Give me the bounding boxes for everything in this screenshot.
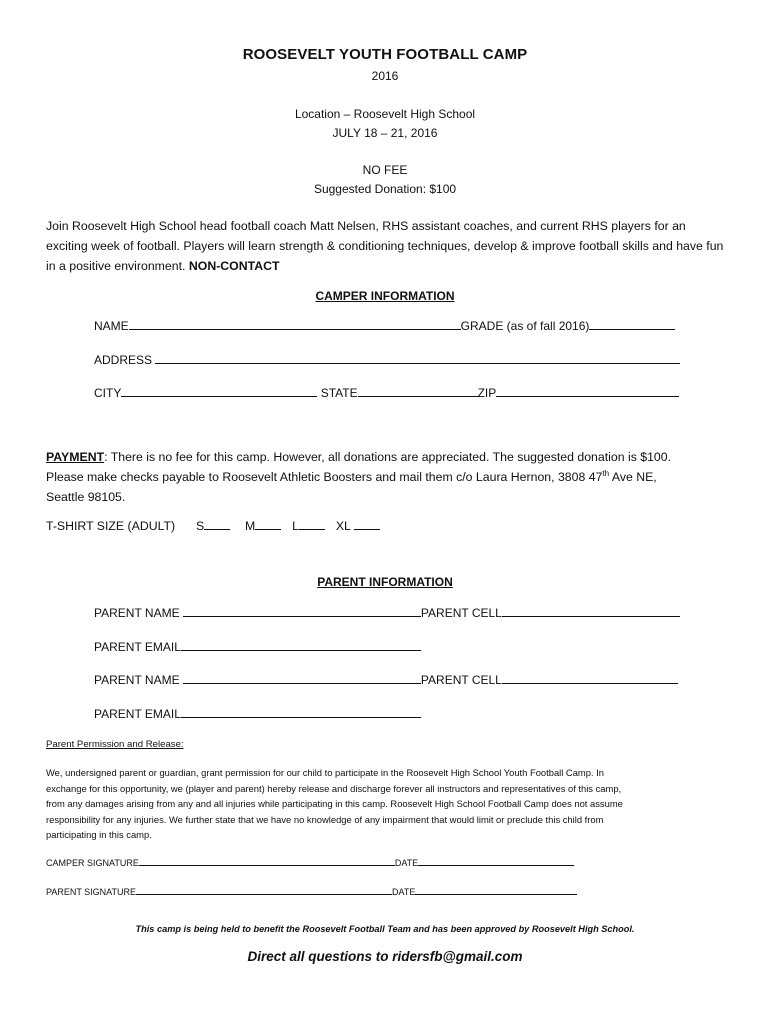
state-label: STATE xyxy=(320,386,358,400)
parent-2-email-label: PARENT EMAIL xyxy=(94,707,181,721)
parent-signature-label: PARENT SIGNATURE xyxy=(46,887,137,897)
parent-date-label: DATE xyxy=(392,887,416,897)
camper-address-row xyxy=(94,352,680,367)
parent-1-name-row xyxy=(94,605,680,620)
parent-2-name-label: PARENT NAME xyxy=(94,673,180,687)
size-m-label: M xyxy=(245,519,256,533)
grade-field[interactable] xyxy=(589,318,675,330)
camp-location: Location – Roosevelt High School xyxy=(294,107,476,121)
parent-2-name-row xyxy=(94,672,678,687)
parent-info-heading: PARENT INFORMATION xyxy=(317,575,453,589)
size-m-field[interactable] xyxy=(255,518,281,530)
grade-label: GRADE (as of fall 2016) xyxy=(460,319,590,333)
non-contact-label: NON-CONTACT xyxy=(188,259,280,273)
parent-2-cell-field[interactable] xyxy=(502,672,678,684)
release-heading: Parent Permission and Release: xyxy=(46,739,184,750)
zip-field[interactable] xyxy=(496,385,679,397)
camp-dates: JULY 18 – 21, 2016 xyxy=(332,126,438,140)
address-label: ADDRESS xyxy=(94,353,153,367)
payment-text-1: There is no fee for this camp. However, all donations are appreciated. The suggested donation is $100. xyxy=(110,450,672,464)
camp-year: 2016 xyxy=(371,69,399,83)
camper-signature-field[interactable] xyxy=(139,856,395,866)
payment-text-2a: Please make checks payable to Roosevelt Athletic Boosters and mail them c/o Laura Hernon, 3808 47 xyxy=(46,470,603,484)
parent-2-email-field[interactable] xyxy=(181,706,421,718)
suggested-donation: Suggested Donation: $100 xyxy=(313,182,457,196)
payment-label: PAYMENT xyxy=(46,450,105,464)
name-label: NAME xyxy=(94,319,129,333)
intro-text: Join Roosevelt High School head football coach Matt Nelsen, RHS assistant coaches, and current RHS players for an exciting week of football. Players will learn strength & conditioning techniques, develop & improve football skills and have fun in a positive environment. xyxy=(46,219,724,273)
tshirt-label: T-SHIRT SIZE (ADULT) xyxy=(46,519,176,533)
camper-info-heading: CAMPER INFORMATION xyxy=(315,289,455,303)
parent-1-email-row xyxy=(94,639,421,654)
camper-date-label: DATE xyxy=(394,858,419,868)
parent-1-email-field[interactable] xyxy=(181,639,421,651)
release-line: We, undersigned parent or guardian, grant permission for our child to participate in the Roosevelt High School Youth Football Camp. In xyxy=(46,767,604,778)
camp-fee: NO FEE xyxy=(362,163,408,177)
release-line: exchange for this opportunity, we (player and parent) hereby release and discharge forever all instructors and representatives of this camp, xyxy=(46,782,622,794)
city-label: CITY xyxy=(94,386,122,400)
contact-line: Direct all questions to ridersfb@gmail.com xyxy=(247,949,523,964)
address-field[interactable] xyxy=(155,352,680,364)
parent-2-email-row xyxy=(94,706,421,721)
intro-paragraph xyxy=(46,216,726,276)
name-field[interactable] xyxy=(129,318,461,330)
page-title: ROOSEVELT YOUTH FOOTBALL CAMP xyxy=(242,46,528,63)
size-s-field[interactable] xyxy=(204,518,230,530)
parent-2-cell-label: PARENT CELL xyxy=(420,673,502,687)
parent-date-field[interactable] xyxy=(415,885,577,895)
payment-text-2sup: th xyxy=(602,468,610,478)
parent-2-name-field[interactable] xyxy=(183,672,421,684)
release-line: from any damages arising from any and all injuries while participating in this camp. Roosevelt High School Football Camp does not assume xyxy=(46,798,623,809)
camper-signature-row xyxy=(46,856,574,868)
size-xl-label: XL xyxy=(335,519,351,533)
tshirt-row xyxy=(46,518,380,533)
size-s-label: S xyxy=(195,519,205,533)
parent-1-name-field[interactable] xyxy=(183,605,421,617)
payment-paragraph: PAYMENT: There is no fee for this camp. However, all donations are appreciated. The suggested donation is $100. Please make checks payable to Roosevelt Athletic Boosters and mail them c/o Laura Hernon, 3808 47th Ave NE, Seattle 98105. xyxy=(46,447,726,507)
payment-text-2b: Ave NE, xyxy=(611,470,657,484)
camper-signature-label: CAMPER SIGNATURE xyxy=(46,858,139,868)
zip-label: ZIP xyxy=(477,386,497,400)
parent-1-name-label: PARENT NAME xyxy=(94,606,180,620)
parent-signature-row xyxy=(46,885,577,897)
size-l-label: L xyxy=(292,519,299,533)
release-line: participating in this camp. xyxy=(46,829,152,840)
city-field[interactable] xyxy=(121,385,317,397)
release-text xyxy=(46,765,623,843)
payment-text-3: Seattle 98105. xyxy=(46,490,126,504)
camper-date-field[interactable] xyxy=(418,856,574,866)
size-xl-field[interactable] xyxy=(354,518,380,530)
camper-name-row xyxy=(94,318,675,333)
parent-signature-field[interactable] xyxy=(136,885,392,895)
parent-1-cell-field[interactable] xyxy=(502,605,680,617)
release-line: responsibility for any injuries. We further state that we have no knowledge of any impairment that would limit or preclude this child from xyxy=(46,813,604,825)
footer-note: This camp is being held to benefit the Roosevelt Football Team and has been approved by Roosevelt High School. xyxy=(135,924,635,934)
parent-1-email-label: PARENT EMAIL xyxy=(94,640,181,654)
state-field[interactable] xyxy=(358,385,478,397)
size-l-field[interactable] xyxy=(299,518,325,530)
camper-city-row xyxy=(94,385,679,400)
parent-1-cell-label: PARENT CELL xyxy=(420,606,502,620)
